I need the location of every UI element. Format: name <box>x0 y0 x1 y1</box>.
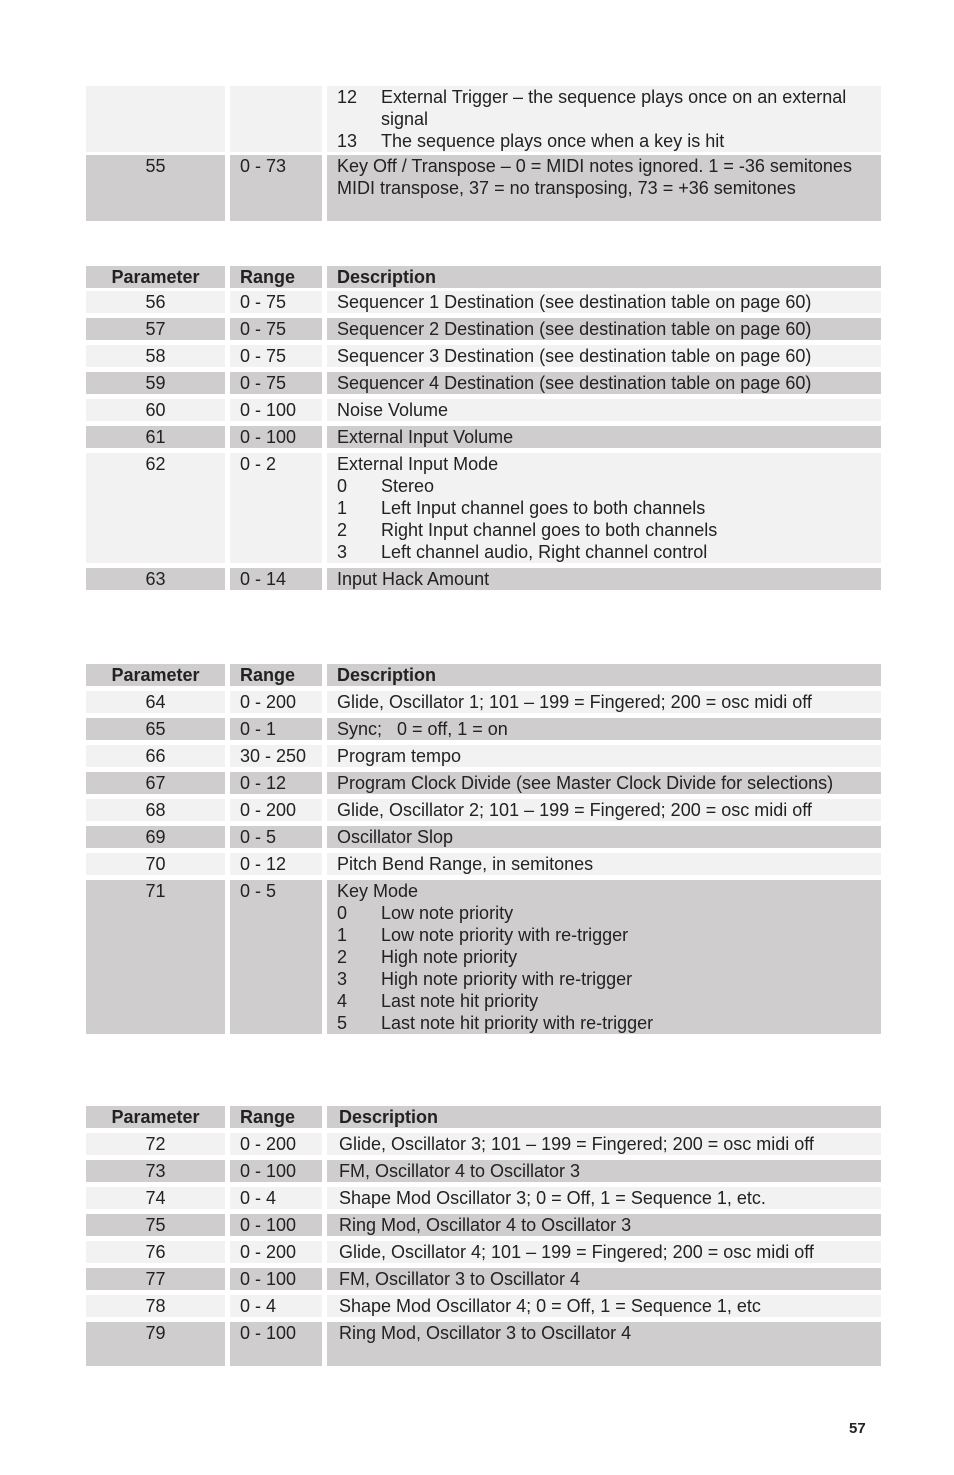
desc-cell: Pitch Bend Range, in semitones <box>327 853 881 875</box>
table-row <box>86 1295 881 1317</box>
option-text: High note priority <box>381 947 518 967</box>
param-cell: 60 <box>86 399 225 421</box>
option-text: Last note hit priority with re-trigger <box>381 1013 654 1033</box>
table-row <box>86 1187 881 1209</box>
header-range: Range <box>230 664 322 686</box>
option-line <box>337 86 877 130</box>
desc-cell <box>327 453 881 563</box>
desc-cell <box>327 880 881 1034</box>
param-cell: 79 <box>86 1322 225 1366</box>
table-row <box>86 853 881 875</box>
option-number: 3 <box>337 542 348 562</box>
param-cell: 67 <box>86 772 225 794</box>
desc-cell: Glide, Oscillator 3; 101 – 199 = Fingered; 200 = osc midi off <box>327 1133 881 1155</box>
range-cell: 0 - 100 <box>230 1214 322 1236</box>
table-row <box>86 1214 881 1236</box>
table-row <box>86 345 881 367</box>
range-cell: 0 - 5 <box>230 826 322 848</box>
table-row <box>86 1322 881 1366</box>
option-line <box>337 541 877 563</box>
option-number: 0 <box>337 476 348 496</box>
option-line <box>337 130 877 152</box>
option-text: Left Input channel goes to both channels <box>381 498 706 518</box>
table-row <box>86 372 881 394</box>
param-cell: 63 <box>86 568 225 590</box>
option-number: 13 <box>337 131 358 151</box>
param-cell: 68 <box>86 799 225 821</box>
header-parameter: Parameter <box>86 266 225 288</box>
desc-cell: Sequencer 3 Destination (see destination table on page 60) <box>327 345 881 367</box>
table-row <box>86 1241 881 1263</box>
desc-cell: Program tempo <box>327 745 881 767</box>
table-header-row <box>86 1106 881 1128</box>
table-row <box>86 799 881 821</box>
parameter-table <box>86 1106 881 1369</box>
desc-cell: External Input Volume <box>327 426 881 448</box>
parameter-table <box>86 664 881 1037</box>
table-row <box>86 568 881 590</box>
param-cell: 71 <box>86 880 225 1034</box>
param-cell: 72 <box>86 1133 225 1155</box>
range-cell: 0 - 75 <box>230 345 322 367</box>
option-text: Left channel audio, Right channel control <box>381 542 708 562</box>
option-line <box>337 519 877 541</box>
desc-cell: Shape Mod Oscillator 3; 0 = Off, 1 = Sequence 1, etc. <box>327 1187 881 1209</box>
parameter-table-continued <box>86 86 881 224</box>
table-row <box>86 155 881 221</box>
range-cell: 0 - 4 <box>230 1187 322 1209</box>
desc-cell: Sequencer 2 Destination (see destination table on page 60) <box>327 318 881 340</box>
range-cell: 0 - 1 <box>230 718 322 740</box>
range-cell: 0 - 73 <box>230 155 322 221</box>
range-cell: 0 - 2 <box>230 453 322 563</box>
param-cell <box>86 86 225 152</box>
option-number: 2 <box>337 947 348 967</box>
option-number: 1 <box>337 925 348 945</box>
param-cell: 70 <box>86 853 225 875</box>
page-number: 57 <box>849 1420 866 1437</box>
param-cell: 57 <box>86 318 225 340</box>
option-text: Last note hit priority <box>381 991 539 1011</box>
option-number: 0 <box>337 903 348 923</box>
desc-cell: Input Hack Amount <box>327 568 881 590</box>
param-cell: 73 <box>86 1160 225 1182</box>
desc-cell: FM, Oscillator 3 to Oscillator 4 <box>327 1268 881 1290</box>
table-row <box>86 453 881 563</box>
range-cell: 0 - 12 <box>230 853 322 875</box>
header-description: Description <box>327 266 881 288</box>
header-range: Range <box>230 1106 322 1128</box>
table-row <box>86 426 881 448</box>
param-cell: 65 <box>86 718 225 740</box>
range-cell: 0 - 200 <box>230 691 322 713</box>
param-cell: 56 <box>86 291 225 313</box>
option-text: Right Input channel goes to both channels <box>381 520 718 540</box>
table-row <box>86 291 881 313</box>
option-text: The sequence plays once when a key is hit <box>381 131 725 151</box>
param-cell: 59 <box>86 372 225 394</box>
table-row <box>86 1133 881 1155</box>
desc-text: Key Mode <box>337 881 419 901</box>
range-cell: 0 - 75 <box>230 291 322 313</box>
desc-cell: Program Clock Divide (see Master Clock Divide for selections) <box>327 772 881 794</box>
range-cell: 0 - 100 <box>230 1322 322 1366</box>
option-line <box>337 924 877 946</box>
param-cell: 61 <box>86 426 225 448</box>
desc-cell: Glide, Oscillator 2; 101 – 199 = Fingered; 200 = osc midi off <box>327 799 881 821</box>
range-cell <box>230 86 322 152</box>
header-parameter: Parameter <box>86 664 225 686</box>
desc-cell: Oscillator Slop <box>327 826 881 848</box>
desc-text: External Input Mode <box>337 454 499 474</box>
header-description: Description <box>327 664 881 686</box>
table-header-row <box>86 664 881 686</box>
table-row <box>86 691 881 713</box>
param-cell: 78 <box>86 1295 225 1317</box>
table-row <box>86 318 881 340</box>
range-cell: 0 - 4 <box>230 1295 322 1317</box>
table-row <box>86 399 881 421</box>
option-text: Low note priority with re-trigger <box>381 925 629 945</box>
option-line <box>337 497 877 519</box>
range-cell: 0 - 100 <box>230 1160 322 1182</box>
desc-cell: Sync; 0 = off, 1 = on <box>327 718 881 740</box>
range-cell: 0 - 75 <box>230 372 322 394</box>
desc-cell: Key Off / Transpose – 0 = MIDI notes ignored. 1 = -36 semitones MIDI transpose, 37 = no transposing, 73 = +36 semitones <box>327 155 881 221</box>
param-cell: 66 <box>86 745 225 767</box>
table-row <box>86 772 881 794</box>
option-number: 4 <box>337 991 348 1011</box>
param-cell: 58 <box>86 345 225 367</box>
range-cell: 0 - 200 <box>230 799 322 821</box>
option-number: 5 <box>337 1013 348 1033</box>
option-line <box>337 946 877 968</box>
table-row <box>86 880 881 1034</box>
range-cell: 0 - 100 <box>230 1268 322 1290</box>
param-cell: 75 <box>86 1214 225 1236</box>
range-cell: 0 - 75 <box>230 318 322 340</box>
option-line <box>337 475 877 497</box>
param-cell: 77 <box>86 1268 225 1290</box>
header-description: Description <box>327 1106 881 1128</box>
option-text: Stereo <box>381 476 435 496</box>
desc-cell: Ring Mod, Oscillator 4 to Oscillator 3 <box>327 1214 881 1236</box>
param-cell: 69 <box>86 826 225 848</box>
table-row <box>86 1268 881 1290</box>
range-cell: 0 - 100 <box>230 399 322 421</box>
desc-cell: Glide, Oscillator 1; 101 – 199 = Fingered; 200 = osc midi off <box>327 691 881 713</box>
option-line <box>337 968 877 990</box>
option-number: 1 <box>337 498 348 518</box>
table-row <box>86 826 881 848</box>
desc-cell: Sequencer 1 Destination (see destination table on page 60) <box>327 291 881 313</box>
param-cell: 76 <box>86 1241 225 1263</box>
header-parameter: Parameter <box>86 1106 225 1128</box>
param-cell: 55 <box>86 155 225 221</box>
param-cell: 74 <box>86 1187 225 1209</box>
desc-cell: Ring Mod, Oscillator 3 to Oscillator 4 <box>327 1322 881 1366</box>
range-cell: 30 - 250 <box>230 745 322 767</box>
range-cell: 0 - 14 <box>230 568 322 590</box>
range-cell: 0 - 100 <box>230 426 322 448</box>
desc-cell: Noise Volume <box>327 399 881 421</box>
option-text: External Trigger – the sequence plays once on an external signal <box>381 87 847 129</box>
range-cell: 0 - 200 <box>230 1241 322 1263</box>
desc-cell <box>327 86 881 152</box>
option-text: High note priority with re-trigger <box>381 969 633 989</box>
option-line <box>337 1012 877 1034</box>
option-number: 2 <box>337 520 348 540</box>
desc-cell: Sequencer 4 Destination (see destination table on page 60) <box>327 372 881 394</box>
table-row <box>86 745 881 767</box>
range-cell: 0 - 200 <box>230 1133 322 1155</box>
option-line <box>337 990 877 1012</box>
table-row <box>86 718 881 740</box>
range-cell: 0 - 12 <box>230 772 322 794</box>
option-line <box>337 902 877 924</box>
desc-cell: Glide, Oscillator 4; 101 – 199 = Fingered; 200 = osc midi off <box>327 1241 881 1263</box>
parameter-table <box>86 266 881 593</box>
table-row <box>86 86 881 152</box>
param-cell: 64 <box>86 691 225 713</box>
option-number: 12 <box>337 87 358 107</box>
option-number: 3 <box>337 969 348 989</box>
desc-cell: Shape Mod Oscillator 4; 0 = Off, 1 = Sequence 1, etc <box>327 1295 881 1317</box>
header-range: Range <box>230 266 322 288</box>
option-text: Low note priority <box>381 903 514 923</box>
desc-cell: FM, Oscillator 4 to Oscillator 3 <box>327 1160 881 1182</box>
param-cell: 62 <box>86 453 225 563</box>
range-cell: 0 - 5 <box>230 880 322 1034</box>
table-row <box>86 1160 881 1182</box>
table-header-row <box>86 266 881 288</box>
